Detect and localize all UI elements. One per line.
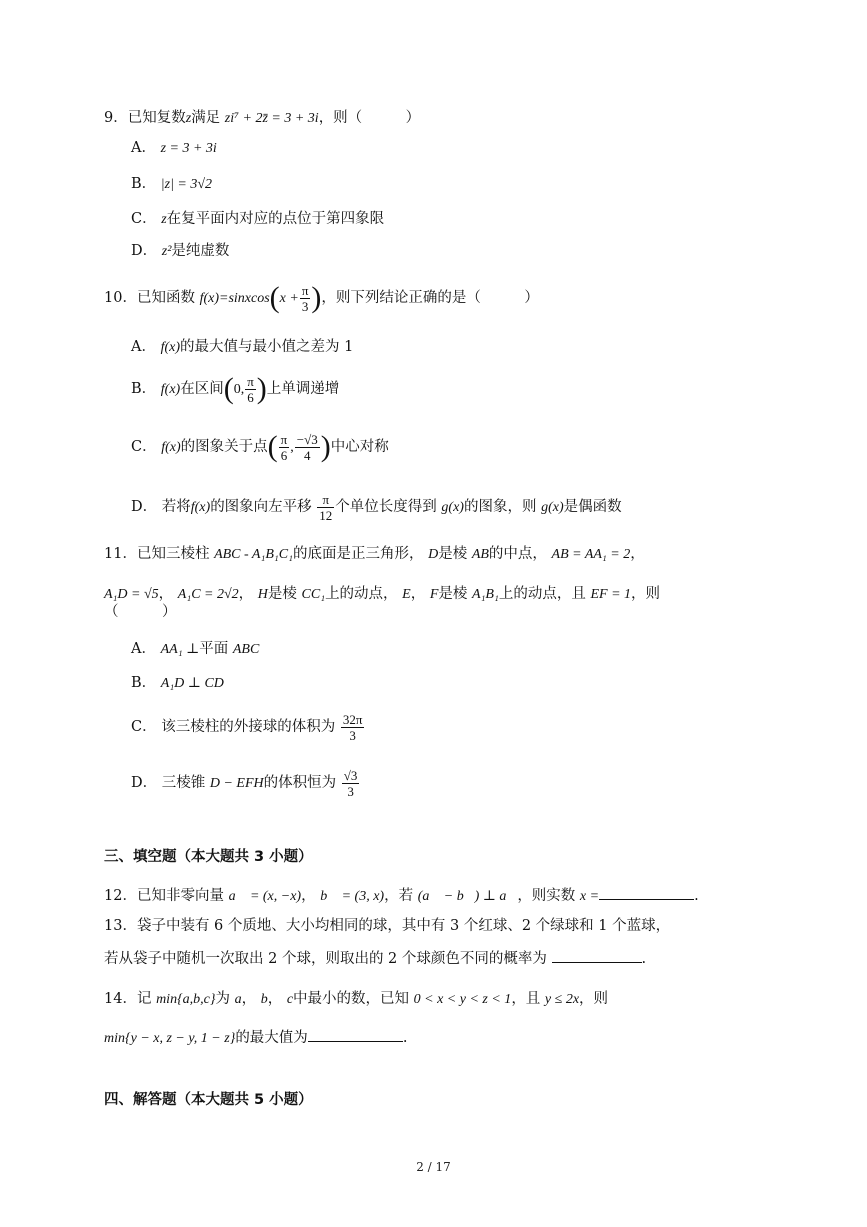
q10-option-a: A． f(x)的最大值与最小值之差为 1 — [131, 339, 354, 355]
q13-line2: 若从袋子中随机一次取出 2 个球，则取出的 2 个球颜色不同的概率为 . — [104, 948, 646, 969]
q11-option-d: D． 三棱锥 D − EFH的体积恒为 $\frac{√3}{3}$ — [131, 767, 358, 799]
q11-stem-line1: 11．已知三棱柱 ABC - A₁B₁C₁的底面是正三角形， D是棱 AB的中点， AB = AA₁ = 2， — [104, 546, 645, 562]
q13-answer-blank[interactable] — [552, 948, 642, 963]
q9-option-d: D． z²是纯虚数 — [131, 243, 230, 259]
q9-option-a: A． z = 3 + 3i — [131, 140, 217, 156]
q14-answer-blank[interactable] — [308, 1027, 403, 1042]
q14-line2: min{y − x, z − y, 1 − z}的最大值为 . — [104, 1027, 407, 1049]
q10-option-d: D． 若将f(x)的图象向左平移 $\frac{\pi}{12}$ 个单位长度得到 g(x)的图象，则 g(x)是偶函数 — [131, 491, 622, 523]
q11-stem-line2: A₁D = √5， A₁C = 2√2， H是棱 CC₁上的动点， E， F是棱 A₁B₁上的动点，且 EF = 1，则 — [104, 586, 661, 602]
q11-option-a: A． AA₁ ⊥平面 ABC — [131, 641, 260, 657]
q10-option-b: B． f(x)在区间(0, $\frac{\pi}{6}$ )上单调递增 — [131, 372, 340, 405]
q11-option-b: B． A₁D ⊥ CD — [131, 675, 224, 691]
q12-answer-blank[interactable] — [599, 885, 694, 900]
q10-function: f(x)=sinxcos — [199, 291, 270, 306]
section-title-solutions: 四、解答题（本大题共 5 小题） — [104, 1092, 313, 1108]
q12-line: 12．已知非零向量 a⃗ = (x, −x)， b⃗ = (3, x)，若 (a⃗ − b⃗) ⊥ a⃗，则实数 x = . — [104, 885, 699, 907]
q10-option-c: C． f(x)的图象关于点( $\frac{\pi}{6}$ , $\frac{-√3}{4}$ )中心对称 — [131, 430, 389, 463]
q9-stem: 9．已知复数z满足 zi⁷ + 2z̄ = 3 + 3i，则（ ） — [104, 110, 421, 126]
q11-option-c: C． 该三棱柱的外接球的体积为 $\frac{32\pi}{3}$ — [131, 711, 363, 743]
q13-line1: 13．袋子中装有 6 个质地、大小均相同的球，其中有 3 个红球、2 个绿球和 1 个蓝球， — [104, 918, 671, 934]
section-title-fill-in: 三、填空题（本大题共 3 小题） — [104, 849, 313, 865]
q9-option-b: B． |z| = 3√2 — [131, 176, 213, 192]
page-number: 2 / 17 — [416, 1160, 451, 1174]
q9-option-c: C． z在复平面内对应的点位于第四象限 — [131, 211, 385, 227]
q14-line1: 14．记 min{a,b,c}为 a， b， c中最小的数，已知 0 < x < y < z < 1，且 y ≤ 2x，则 — [104, 991, 609, 1007]
q11-answer-paren: （ ） — [104, 604, 177, 620]
q9-equation: zi⁷ + 2z̄ = 3 + 3i — [224, 111, 319, 126]
q10-stem: 10．已知函数 f(x)=sinxcos(x + $\frac{\pi}{3}$ )，则下列结论正确的是（ ） — [104, 281, 539, 314]
